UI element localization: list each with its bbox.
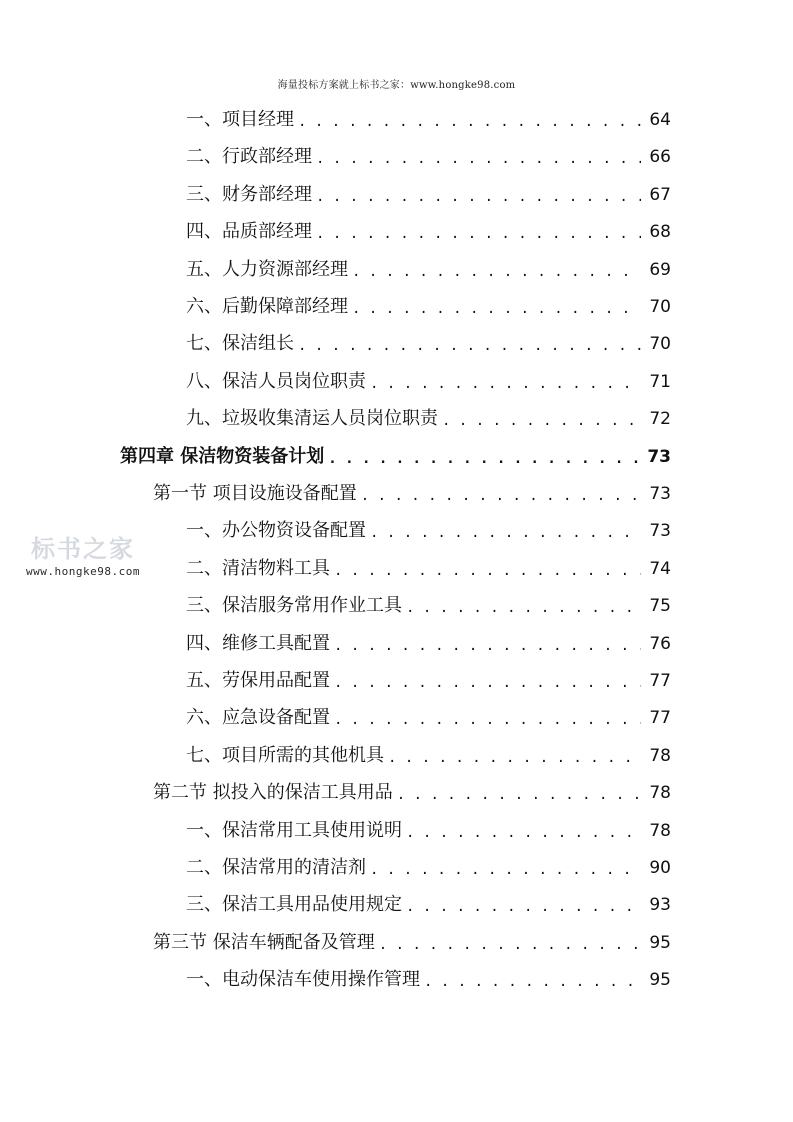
toc-entry-item[interactable] [186, 815, 671, 847]
toc-dot-leader [298, 106, 641, 138]
toc-entry-title: 一、项目经理 [186, 109, 294, 130]
toc-entry-item[interactable] [186, 665, 671, 697]
toc-entry-chapter[interactable] [120, 441, 671, 473]
toc-entry-page-number: 69 [649, 259, 671, 280]
toc-entry-title: 二、保洁常用的清洁剂 [186, 857, 366, 878]
toc-dot-leader [352, 293, 641, 325]
watermark-url: www.hongke98.com [26, 565, 140, 578]
page-header: 海量投标方案就上标书之家：www.hongke98.com [277, 80, 516, 91]
toc-entry-page-number: 78 [649, 745, 671, 766]
toc-entry-item[interactable] [186, 553, 671, 585]
toc-dot-leader [370, 854, 641, 886]
toc-entry-title: 七、保洁组长 [186, 333, 294, 355]
toc-dot-leader [370, 368, 641, 400]
toc-dot-leader [328, 443, 641, 475]
toc-entry-item[interactable] [186, 702, 671, 734]
toc-entry-item[interactable] [186, 403, 671, 435]
toc-entry-item[interactable] [186, 141, 671, 173]
toc-entry-page-number: 67 [649, 184, 671, 205]
toc-entry-page-number: 73 [647, 446, 671, 467]
toc-entry-item[interactable] [186, 216, 671, 248]
toc-entry-title: 五、人力资源部经理 [186, 258, 348, 280]
toc-entry-page-number: 71 [649, 371, 671, 392]
toc-dot-leader [298, 330, 641, 362]
toc-entry-page-number: 75 [649, 596, 671, 617]
toc-entry-page-number: 74 [649, 558, 671, 579]
toc-entry-section[interactable] [153, 777, 671, 809]
toc-entry-page-number: 77 [649, 671, 671, 691]
toc-entry-item[interactable] [186, 291, 671, 323]
toc-entry-page-number: 95 [649, 970, 671, 991]
toc-entry-page-number: 76 [649, 633, 671, 654]
toc-entry-title: 四、品质部经理 [186, 221, 312, 243]
toc-dot-leader [424, 966, 641, 998]
toc-entry-page-number: 78 [649, 783, 671, 804]
toc-entry-title: 一、电动保洁车使用操作管理 [186, 969, 420, 991]
toc-dot-leader [406, 592, 641, 624]
toc-entry-page-number: 64 [649, 110, 671, 130]
toc-entry-item[interactable] [186, 889, 671, 921]
toc-entry-title: 三、财务部经理 [186, 183, 312, 205]
toc-dot-leader [442, 405, 641, 437]
toc-entry-item[interactable] [186, 179, 671, 211]
toc-entry-item[interactable] [186, 964, 671, 996]
toc-entry-page-number: 77 [649, 708, 671, 729]
toc-dot-leader [406, 817, 641, 849]
toc-entry-page-number: 66 [649, 147, 671, 168]
toc-dot-leader [379, 929, 641, 961]
toc-entry-page-number: 90 [649, 858, 671, 878]
toc-entry-title: 三、保洁工具用品使用规定 [186, 894, 402, 916]
toc-entry-item[interactable] [186, 366, 671, 398]
toc-entry-title: 第三节 保洁车辆配备及管理 [153, 931, 375, 953]
toc-entry-page-number: 95 [649, 932, 671, 953]
toc-entry-item[interactable] [186, 852, 671, 884]
toc-entry-item[interactable] [186, 740, 671, 772]
toc-dot-leader [406, 891, 641, 923]
toc-entry-title: 五、劳保用品配置 [186, 670, 330, 691]
toc-entry-title: 九、垃圾收集清运人员岗位职责 [186, 408, 438, 430]
toc-entry-section[interactable] [153, 478, 671, 510]
toc-dot-leader [361, 480, 641, 512]
toc-entry-page-number: 78 [649, 820, 671, 841]
toc-entry-title: 一、保洁常用工具使用说明 [186, 819, 402, 841]
toc-dot-leader [352, 256, 641, 288]
toc-entry-title: 八、保洁人员岗位职责 [186, 370, 366, 392]
toc-entry-title: 一、办公物资设备配置 [186, 520, 366, 542]
toc-entry-title: 六、应急设备配置 [186, 707, 330, 729]
toc-dot-leader [316, 181, 641, 213]
toc-entry-page-number: 72 [649, 409, 671, 430]
toc-dot-leader [334, 555, 641, 587]
toc-entry-page-number: 70 [649, 334, 671, 355]
toc-entry-section[interactable] [153, 927, 671, 959]
toc-entry-title: 七、项目所需的其他机具 [186, 744, 384, 766]
toc-entry-page-number: 68 [649, 222, 671, 243]
toc-entry-page-number: 73 [649, 521, 671, 542]
watermark [8, 535, 158, 578]
toc-entry-title: 四、维修工具配置 [186, 632, 330, 654]
toc-entry-page-number: 70 [649, 297, 671, 317]
watermark-logo: 标书之家 [31, 535, 135, 563]
toc-entry-item[interactable] [186, 104, 671, 136]
toc-entry-title: 三、保洁服务常用作业工具 [186, 595, 402, 617]
toc-entry-title: 六、后勤保障部经理 [186, 296, 348, 317]
toc-entry-page-number: 73 [649, 484, 671, 504]
toc-dot-leader [334, 704, 641, 736]
toc-entry-title: 第一节 项目设施设备配置 [153, 483, 357, 504]
toc-entry-item[interactable] [186, 328, 671, 360]
toc-entry-title: 二、清洁物料工具 [186, 557, 330, 579]
toc-dot-leader [388, 742, 641, 774]
toc-entry-item[interactable] [186, 628, 671, 660]
toc-dot-leader [316, 218, 641, 250]
toc-entry-item[interactable] [186, 254, 671, 286]
toc-entry-title: 第二节 拟投入的保洁工具用品 [153, 782, 393, 804]
toc-entry-item[interactable] [186, 515, 671, 547]
toc-entry-page-number: 93 [649, 895, 671, 916]
toc-entry-title: 第四章 保洁物资装备计划 [120, 445, 325, 467]
toc-dot-leader [316, 143, 641, 175]
toc-dot-leader [397, 779, 641, 811]
toc-dot-leader [334, 667, 641, 699]
toc-dot-leader [334, 630, 641, 662]
toc-dot-leader [370, 517, 641, 549]
toc-entry-title: 二、行政部经理 [186, 146, 312, 168]
toc-entry-item[interactable] [186, 590, 671, 622]
